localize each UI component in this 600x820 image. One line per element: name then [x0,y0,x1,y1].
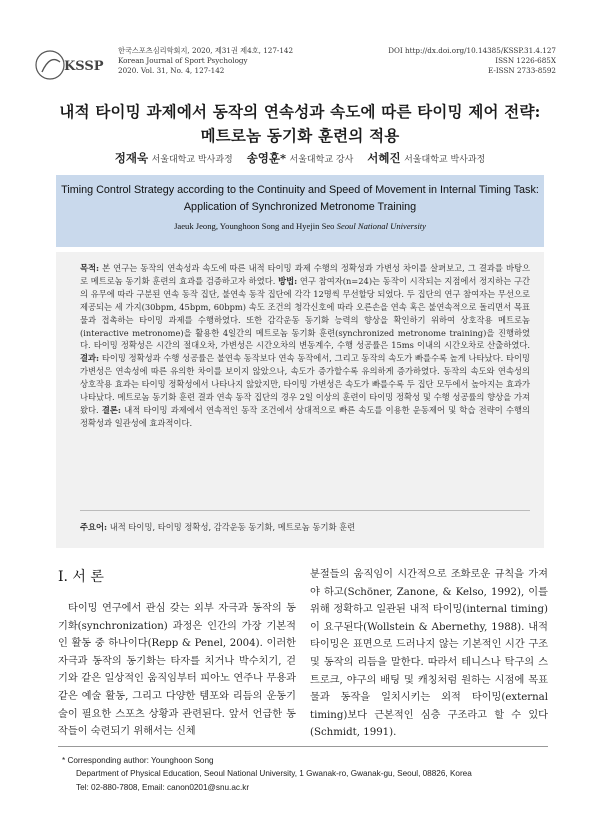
paper-title-kr [30,100,570,148]
footnote-rule [58,746,548,747]
abstract-result-label: 결과: [80,353,100,364]
abstract-method: 연구 참여자(n=24)는 동작이 시작되는 지점에서 정지하는 구간의 유무에 따라 구분된 연속 동작 집단, 불연속 동작 집단에 각각 12명씩 무선할당 되었다. 두 집단의 연구 참여자는 무선으로 제공되는 세 가지(30bpm, 45bpm, 60bpm) 속도 조건의 청각신호에 따라 오른손을 연속 혹은 불연속적으로 돌리면서 목표물과 접촉하는 타이밍 과제를 수행하였다. 또한 감각운동 동기화 능력의 향상을 확인하기 위하여 상호작용 메트로놈(interactive metronome)을 활용한 4일간의 메트로놈 동기화 훈련(synchronized metronome training)을 진행하였다. 타이밍 정확성은 시간의 절대오차, 가변성은 시간오차의 변동계수, 수행 성공률은 15ms 이내의 시간오차로 산출하였다. [80,275,530,351]
footnote [62,754,548,794]
title-en-line2: Application of Synchronized Metronome Training [183,201,417,213]
abstract [80,262,530,430]
body-column-right: 분절들의 움직임이 시간적으로 조화로운 규칙을 가져야 하고(Schöner, Zanone, & Kelso, 1992), 이를 위해 정확하고 일관된 내적 타이밍(internal timing)이 요구된다(Wollstein & Abernethy, 1988). 내적 타이밍은 표면으로 드러나지 않는 기본적인 시간 구조 및 동작의 리듬을 말한다. 따라서 테니스나 탁구의 스트로크, 야구의 배팅 및 캐칭처럼 원하는 시점에 목표물과 동작을 일치시키는 외적 타이밍(external timing)보다 근본적인 심층 구조라고 할 수 있다(Schmidt, 1991). [310,569,548,739]
footnote-corresponding: * Corresponding author: Younghoon Song [62,756,214,765]
authors-en-affiliation: Seoul National University [336,221,426,231]
journal-en: Korean Journal of Sport Psychology [118,56,248,66]
eissn: E-ISSN 2733-8592 [488,66,556,76]
paper-title-en [56,182,544,216]
abstract-conclusion: 내적 타이밍 과제에서 연속적인 동작 조건에서 상대적으로 빠른 속도를 이용한 운동제어 및 학습 전략이 수행의 정확성과 일관성에 효과적이다. [80,404,530,428]
author-affiliation: 서울대학교 박사과정 [404,155,486,165]
keywords [80,521,530,533]
footnote-address: Department of Physical Education, Seoul National University, 1 Gwanak-ro, Gwanak-gu, Seoul, 08826, Korea [76,769,472,779]
authors-kr [30,150,570,166]
author-name: 서혜진 [367,151,401,165]
author-name: 정재욱 [114,151,149,165]
title-kr-line1: 내적 타이밍 과제에서 동작의 연속성과 속도에 따른 타이밍 제어 전략: [59,102,541,121]
author-affiliation: 서울대학교 강사 [289,155,354,165]
section-heading: I. 서 론 [58,569,104,585]
authors-en [56,221,544,231]
footnote-contact: Tel: 02-880-7808, Email: canon0201@snu.ac.kr [76,782,250,792]
body-column-left: 타이밍 연구에서 관심 갖는 외부 자극과 동작의 동기화(synchronization) 과정은 인간의 가장 기본적인 활동 중 하나이다(Repp & Penel, 2004). 이러한 자극과 동작의 동기화는 타자를 치거나 박수치기, 걷기와 같은 일상적인 움직임부터 피아노 연주나 무용과 같은 예술 활동, 그리고 다양한 템포와 리듬의 운동기술이 필요한 스포츠 상황과 관련된다. 앞서 언급한 동작들이 숙련되기 위해서는 신체 [58,603,296,738]
author-name: 송영훈* [246,151,287,165]
doi[interactable]: DOI http://dx.doi.org/10.14385/KSSP.31.4.127 [388,46,556,55]
authors-en-names: Jaeuk Jeong, Younghoon Song and Hyejin Seo [174,221,335,231]
keywords-divider [80,510,530,511]
journal-volume: 2020. Vol. 31, No. 4, 127-142 [118,66,225,76]
journal-logo [34,48,104,82]
keywords-label: 주요어: [80,522,108,532]
title-kr-line2: 메트로놈 동기화 훈련의 적용 [200,126,400,145]
journal-kr: 한국스포츠심리학회지, 2020, 제31권 제4호, 127-142 [118,46,294,55]
abstract-method-label: 방법: [278,275,298,286]
abstract-purpose: 본 연구는 동작의 연속성과 속도에 따른 내적 타이밍 과제 수행의 정확성과 가변성 차이를 살펴보고, 그 결과를 바탕으로 메트로놈 동기화 훈련의 효과를 검증하고자 하였다. [80,263,530,286]
journal-info [118,46,293,77]
journal-ids [388,46,556,77]
abstract-conclusion-label: 결론: [101,404,121,415]
abstract-result: 타이밍 정확성과 수행 성공률은 불연속 동작보다 연속 동작에서, 그리고 동작의 속도가 빠를수록 높게 나타났다. 타이밍 가변성은 연속성에 따른 유의한 차이를 보이지 않았으나, 속도가 증가할수록 유의하게 증가하였다. 동작의 속도와 연속성의 상호작용 효과는 타이밍 정확성에서 나타나지 않았지만, 타이밍 가변성은 속도가 빠를수록 두 집단 모두에서 높아지는 효과가 나타났다. 메트로놈 동기화 훈련 결과 연속 동작 집단의 경우 2일 이상의 훈련이 타이밍 정확성 및 수행 성공률의 향상을 가져왔다. [80,353,530,415]
abstract-purpose-label: 목적: [80,263,100,273]
author-affiliation: 서울대학교 박사과정 [151,155,233,165]
issn: ISSN 1226-685X [495,56,556,66]
logo-text: KSSP [64,59,104,74]
title-en-line1: Timing Control Strategy according to the Continuity and Speed of Movement in Internal Timing Task: [61,184,539,196]
keywords-text: 내적 타이밍, 타이밍 정확성, 감각운동 동기화, 메트로놈 동기화 훈련 [107,522,356,532]
